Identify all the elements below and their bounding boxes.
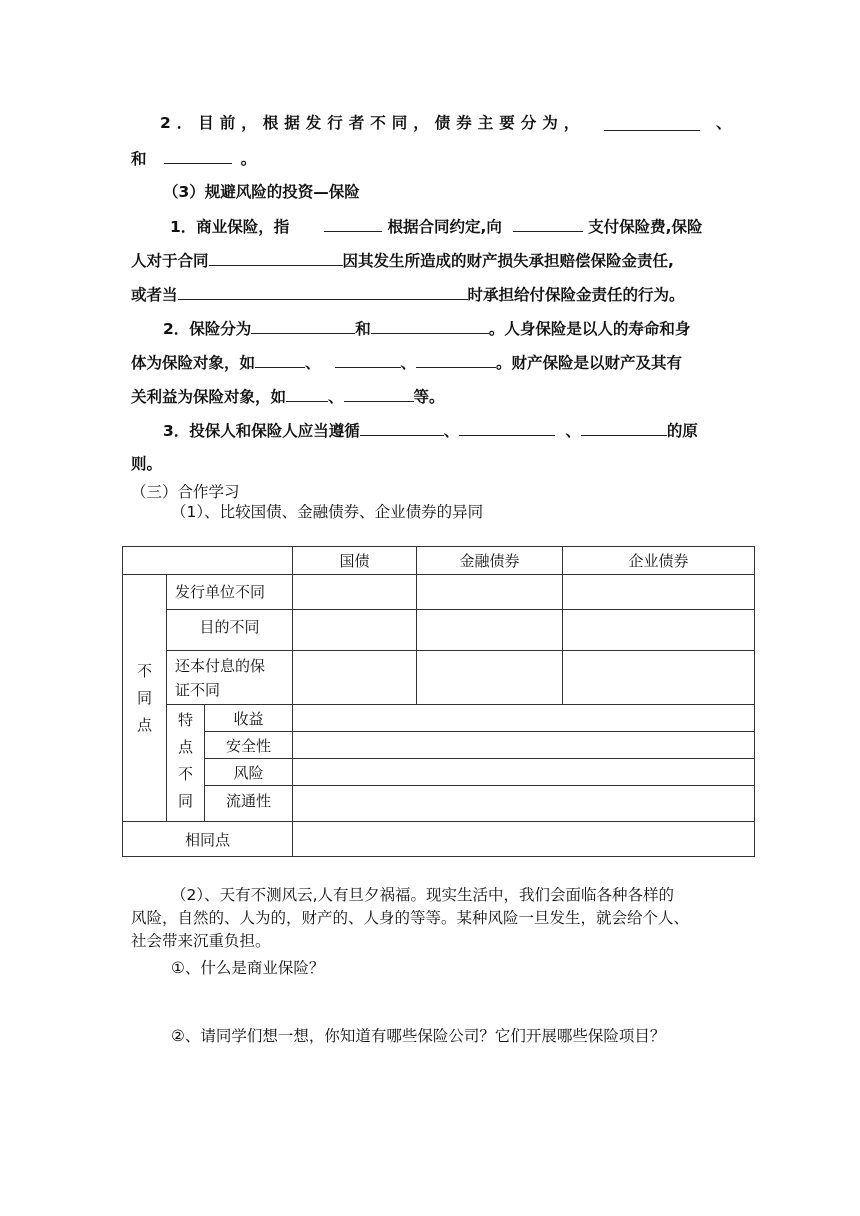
q2-blank-7[interactable] — [344, 384, 414, 402]
comparison-table — [122, 546, 755, 857]
q3-blank-2[interactable] — [459, 418, 555, 436]
coop-sub-1: （1）、比较国债、金融债券、企业债券的异同 — [171, 503, 484, 521]
coop-para-line-2: 风险，自然的、人为的，财产的、人身的等等。某种风险一旦发生，就会给个人、 — [131, 909, 690, 927]
feature-char-3: 不 — [177, 765, 193, 783]
q2-text-b: 和 — [355, 319, 371, 338]
question-insurance-companies: ②、请同学们想一想，你知道有哪些保险公司？它们开展哪些保险项目？ — [171, 1027, 666, 1045]
q3-blank-3[interactable] — [581, 418, 667, 436]
cell-purpose-corporate[interactable] — [563, 610, 755, 651]
header-empty-cell — [123, 547, 293, 575]
q2-text-e: 。财产保险是以财产及其有 — [496, 353, 683, 372]
q3-text-a: 3．投保人和保险人应当遵循 — [163, 421, 360, 440]
insurance-q2-line-1 — [163, 316, 690, 339]
bond-blank-2[interactable] — [164, 146, 232, 164]
row-purpose-label: 目的不同 — [167, 610, 293, 651]
q2-text-a: 2．保险分为 — [163, 319, 252, 338]
q2-sep-3: 、 — [328, 387, 344, 406]
q1-text-c: 支付保险费,保险 — [588, 217, 703, 236]
q2-blank-5[interactable] — [416, 350, 496, 368]
q1-text-d: 人对于合同 — [131, 251, 209, 270]
feature-char-4: 同 — [177, 792, 193, 810]
diff-char-3: 点 — [136, 715, 152, 734]
q2-text-f: 关利益为保险对象，如 — [131, 387, 287, 406]
insurance-q1-line-2 — [131, 248, 674, 271]
q2-text-g: 等。 — [413, 387, 445, 406]
coop-heading: （三）合作学习 — [131, 483, 240, 501]
cell-repayment-treasury[interactable] — [293, 651, 417, 705]
insurance-q2-line-2 — [131, 350, 682, 373]
q2-sep-2: 、 — [400, 353, 417, 372]
q1-text-b: 根据合同约定,向 — [387, 217, 502, 236]
q1-text-f: 或者当 — [131, 285, 178, 304]
q2-blank-2[interactable] — [371, 316, 489, 334]
q2-blank-6[interactable] — [286, 384, 328, 402]
bond-types-line-1 — [160, 111, 585, 133]
cell-same[interactable] — [293, 822, 755, 857]
row-repayment-label — [167, 651, 293, 705]
insurance-q3-line-2: 则。 — [131, 455, 163, 473]
q1-text-g: 时承担给付保险金责任的行为。 — [467, 285, 685, 304]
feature-safety: 安全性 — [205, 732, 293, 759]
header-corporate: 企业债券 — [563, 547, 755, 575]
q3-sep-2: 、 — [565, 421, 581, 440]
coop-para-line-3: 社会带来沉重负担。 — [131, 932, 271, 950]
cell-repayment-corporate[interactable] — [563, 651, 755, 705]
cell-issuer-corporate[interactable] — [563, 575, 755, 610]
header-treasury: 国债 — [293, 547, 417, 575]
q3-text-b: 的原 — [666, 421, 698, 440]
cell-yield[interactable] — [293, 705, 755, 732]
q1-blank-1[interactable] — [324, 214, 382, 232]
bond-and: 和 — [131, 149, 147, 168]
question-commercial-insurance: ①、什么是商业保险？ — [171, 959, 325, 977]
row-issuer-label: 发行单位不同 — [167, 575, 293, 610]
q2-blank-4[interactable] — [335, 350, 401, 368]
q2-text-c: 。人身保险是以人的寿命和身 — [488, 319, 691, 338]
q1-text-e: 因其发生所造成的财产损失承担赔偿保险金责任, — [342, 251, 674, 270]
repayment-line-1: 还本付息的保 — [175, 656, 266, 675]
cell-issuer-treasury[interactable] — [293, 575, 417, 610]
same-label: 相同点 — [123, 822, 293, 857]
cell-repayment-financial[interactable] — [417, 651, 563, 705]
q1-blank-4[interactable] — [178, 282, 468, 300]
q1-blank-2[interactable] — [513, 214, 583, 232]
insurance-q2-line-3 — [131, 384, 445, 407]
insurance-q1-line-1 — [170, 214, 702, 237]
q2-blank-3[interactable] — [255, 350, 305, 368]
cell-purpose-financial[interactable] — [417, 610, 563, 651]
feature-risk: 风险 — [205, 759, 293, 786]
feature-yield: 收益 — [205, 705, 293, 732]
q1-blank-3[interactable] — [209, 248, 343, 266]
feature-liquidity: 流通性 — [205, 786, 293, 822]
q3-blank-1[interactable] — [360, 418, 444, 436]
q3-sep-1: 、 — [443, 421, 460, 440]
q2-text-d: 体为保险对象，如 — [131, 353, 256, 372]
diff-char-1: 不 — [136, 661, 152, 680]
bond-blank-1[interactable] — [604, 113, 700, 135]
header-financial: 金融债券 — [417, 547, 563, 575]
cell-liquidity[interactable] — [293, 786, 755, 822]
coop-para-line-1: （2）、天有不测风云,人有旦夕祸福。现实生活中，我们会面临各种各样的 — [171, 886, 675, 904]
insurance-q1-line-3 — [131, 282, 685, 305]
feature-label-cell — [167, 705, 205, 822]
bond-sep: 、 — [716, 114, 732, 132]
q1-text-a: 1．商业保险，指 — [170, 217, 290, 236]
diff-label-cell — [123, 575, 167, 822]
cell-safety[interactable] — [293, 732, 755, 759]
bond-types-line-2 — [131, 146, 256, 169]
bond-end: 。 — [240, 149, 257, 168]
cell-risk[interactable] — [293, 759, 755, 786]
repayment-line-2: 证不同 — [175, 680, 221, 699]
cell-purpose-treasury[interactable] — [293, 610, 417, 651]
cell-issuer-financial[interactable] — [417, 575, 563, 610]
bond-types-text: 2．目前，根据发行者不同，债券主要分为， — [160, 114, 586, 132]
insurance-heading: （3）规避风险的投资—保险 — [163, 183, 360, 201]
q2-blank-1[interactable] — [251, 316, 355, 334]
diff-char-2: 同 — [136, 688, 152, 707]
feature-char-2: 点 — [177, 738, 193, 756]
feature-char-1: 特 — [177, 711, 193, 729]
q2-sep-1: 、 — [305, 353, 321, 372]
insurance-q3-line-1 — [163, 418, 698, 441]
